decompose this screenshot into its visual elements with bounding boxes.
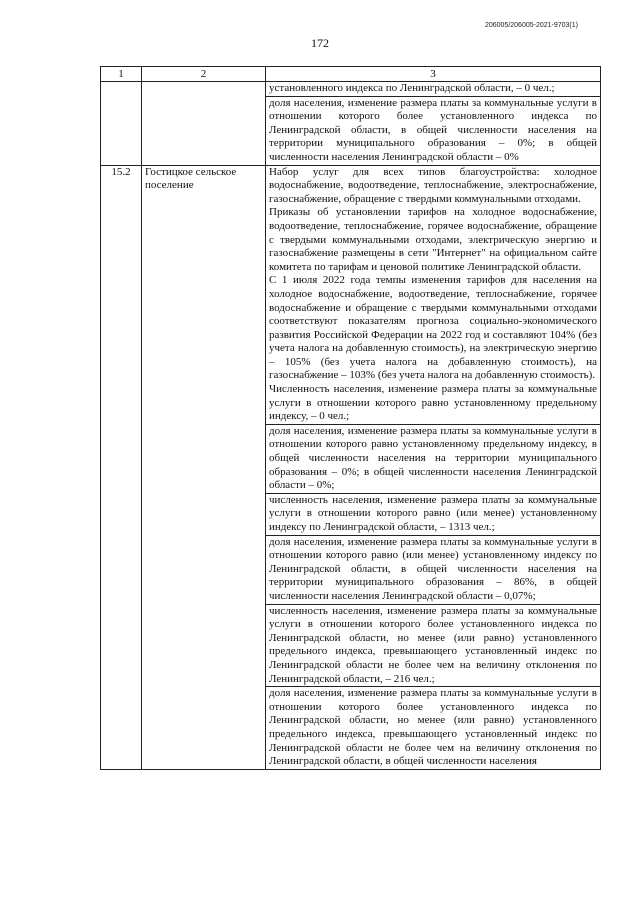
column-header: 1 bbox=[101, 67, 142, 82]
row-content bbox=[266, 165, 601, 769]
table-row-continuation bbox=[101, 82, 601, 166]
table-row bbox=[101, 165, 601, 769]
paragraph: Набор услуг для всех типов благоустройства: холодное водоснабжение, водоотведение, теплоснабжение, электроснабжение, газоснабжение, обращение с твердыми коммунальными отходами. bbox=[269, 165, 597, 205]
continuation-content bbox=[266, 82, 601, 166]
column-header: 2 bbox=[142, 67, 266, 82]
paragraph: установленного индекса по Ленинградской области, – 0 чел.; bbox=[269, 82, 555, 94]
paragraph: доля населения, изменение размера платы за коммунальные услуги в отношении которого равно установленному предельному индексу, в общей численности населения на территории муниципального образования – 0%; в общей численности населения Ленинградской области – 0%; bbox=[269, 424, 597, 492]
text-block bbox=[266, 166, 600, 425]
text-block bbox=[266, 97, 600, 165]
row-name: Гостицкое сельское поселение bbox=[142, 165, 266, 769]
text-block bbox=[266, 425, 600, 494]
paragraph: численность населения, изменение размера платы за коммунальные услуги в отношении которого более установленного индекса по Ленинградской области, но менее (или равно) установленного предельного индекса, превышающего установленный индекс по Ленинградской области не более чем на величину отклонения по Ленинградской области, – 216 чел.; bbox=[269, 604, 597, 685]
row-number: 15.2 bbox=[101, 165, 142, 769]
paragraph: доля населения, изменение размера платы за коммунальные услуги в отношении которого равно (или менее) установленному индексу по Ленинградской области, в общей численности населения на территории муниципального образования – 86%, в общей численности населения Ленинградской области – 0,07%; bbox=[269, 535, 597, 602]
column-header: 3 bbox=[266, 67, 601, 82]
paragraph: доля населения, изменение размера платы за коммунальные услуги в отношении которого более установленного индекса по Ленинградской области, в общей численности населения на территории муниципального образования – 0%; в общей численности населения Ленинградской области – 0% bbox=[269, 96, 597, 163]
paragraph: доля населения, изменение размера платы за коммунальные услуги в отношении которого более установленного индекса по Ленинградской области, но менее (или равно) установленного предельного индекса, превышающего установленный индекс по Ленинградской области не более чем на величину отклонения по Ленинградской области, в общей численности населения bbox=[269, 687, 597, 768]
tariff-table bbox=[100, 66, 601, 770]
text-block bbox=[266, 536, 600, 605]
paragraph: С 1 июля 2022 года темпы изменения тарифов для населения на холодное водоснабжение, водоотведение, теплоснабжение, горячее водоснабжение и обращение с твердыми коммунальными отходами соответствуют показателям прогноза социально-экономического развития Российской Федерации на 2022 год и составляют 104% (без учета налога на добавленную стоимость), на электрическую энергию – 105% (без учета налога на добавленную стоимость), на газоснабжение – 103% (без учета налога на добавленную стоимость). bbox=[269, 274, 597, 382]
table-header-row bbox=[101, 67, 601, 82]
text-block bbox=[266, 494, 600, 536]
text-block bbox=[266, 82, 600, 97]
text-block bbox=[266, 605, 600, 688]
paragraph: Приказы об установлении тарифов на холодное водоснабжение, водоотведение, теплоснабжение, горячее водоснабжение, обращение с твердыми коммунальными отходами, электрическую энергию и газоснабжение размещены в сети "Интернет" на официальном сайте комитета по тарифам и ценовой политике Ленинградской области. bbox=[269, 206, 597, 273]
paragraph: численность населения, изменение размера платы за коммунальные услуги в отношении которого равно (или менее) установленному индексу по Ленинградской области, – 1313 чел.; bbox=[269, 493, 597, 533]
page-number: 172 bbox=[311, 36, 329, 50]
document-code: 206005/206005-2021-9703(1) bbox=[484, 22, 578, 29]
paragraph: Численность населения, изменение размера платы за коммунальные услуги в отношении которого равно установленному предельному индексу, – 0 чел.; bbox=[269, 383, 597, 423]
text-block bbox=[266, 687, 600, 769]
